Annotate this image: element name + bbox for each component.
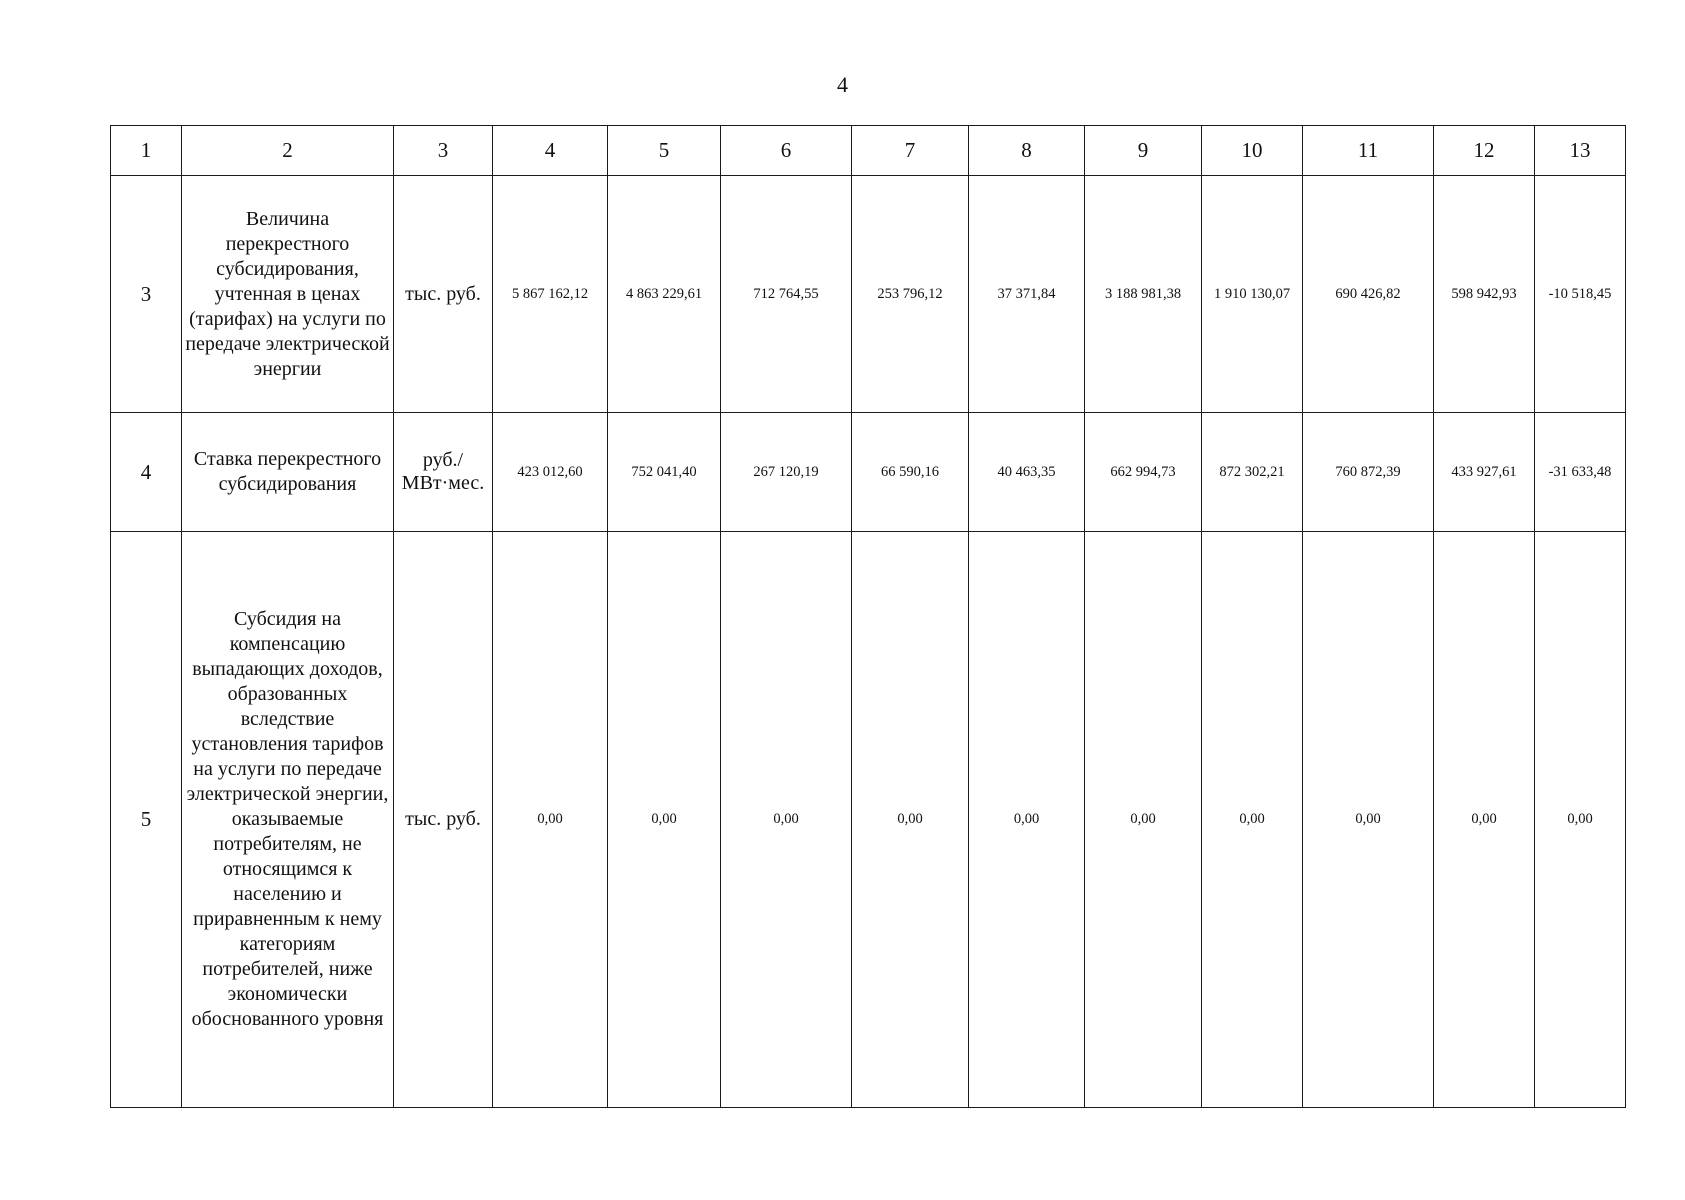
value-cell: 0,00 (1434, 532, 1535, 1108)
column-number-header: 10 (1202, 126, 1303, 176)
value-cell: 0,00 (852, 532, 969, 1108)
table-row (111, 176, 1626, 413)
table-row (111, 413, 1626, 532)
row-number: 5 (111, 532, 182, 1108)
value-cell: 760 872,39 (1303, 413, 1434, 532)
value-cell: 0,00 (721, 532, 852, 1108)
value-cell: 0,00 (493, 532, 608, 1108)
value-cell: 423 012,60 (493, 413, 608, 532)
value-cell: 40 463,35 (969, 413, 1085, 532)
value-cell: 1 910 130,07 (1202, 176, 1303, 413)
value-cell: 5 867 162,12 (493, 176, 608, 413)
page-number: 4 (837, 72, 848, 97)
value-cell: 4 863 229,61 (608, 176, 721, 413)
row-label: Ставка перекрестного субсидирования (182, 413, 394, 532)
column-number-header: 3 (394, 126, 493, 176)
value-cell: 3 188 981,38 (1085, 176, 1202, 413)
value-cell: 0,00 (1085, 532, 1202, 1108)
value-cell: 690 426,82 (1303, 176, 1434, 413)
unit-cell: тыс. руб. (394, 532, 493, 1108)
value-cell: 712 764,55 (721, 176, 852, 413)
unit-cell: тыс. руб. (394, 176, 493, 413)
value-cell: 0,00 (1303, 532, 1434, 1108)
column-number-header: 8 (969, 126, 1085, 176)
value-cell: 752 041,40 (608, 413, 721, 532)
data-table (110, 125, 1626, 1108)
value-cell: -10 518,45 (1535, 176, 1626, 413)
column-number-header: 6 (721, 126, 852, 176)
value-cell: 0,00 (1535, 532, 1626, 1108)
value-cell: 598 942,93 (1434, 176, 1535, 413)
row-label: Субсидия на компенсацию выпадающих доходов, образованных вследствие установления тарифов на услуги по передаче электрической энергии, оказываемые потребителям, не относящимся к населению и приравненным к нему категориям потребителей, ниже экономически обоснованного уровня (182, 532, 394, 1108)
column-number-header: 9 (1085, 126, 1202, 176)
row-number: 4 (111, 413, 182, 532)
column-number-header: 7 (852, 126, 969, 176)
table-header-row (111, 126, 1626, 176)
value-cell: 0,00 (969, 532, 1085, 1108)
value-cell: 253 796,12 (852, 176, 969, 413)
column-number-header: 1 (111, 126, 182, 176)
value-cell: 0,00 (608, 532, 721, 1108)
unit-cell: руб./МВт·мес. (394, 413, 493, 532)
value-cell: -31 633,48 (1535, 413, 1626, 532)
value-cell: 66 590,16 (852, 413, 969, 532)
value-cell: 267 120,19 (721, 413, 852, 532)
row-label: Величина перекрестного субсидирования, учтенная в ценах (тарифах) на услуги по передаче электрической энергии (182, 176, 394, 413)
column-number-header: 11 (1303, 126, 1434, 176)
value-cell: 0,00 (1202, 532, 1303, 1108)
value-cell: 433 927,61 (1434, 413, 1535, 532)
row-number: 3 (111, 176, 182, 413)
value-cell: 662 994,73 (1085, 413, 1202, 532)
value-cell: 872 302,21 (1202, 413, 1303, 532)
column-number-header: 2 (182, 126, 394, 176)
column-number-header: 4 (493, 126, 608, 176)
column-number-header: 5 (608, 126, 721, 176)
column-number-header: 12 (1434, 126, 1535, 176)
table-row (111, 532, 1626, 1108)
value-cell: 37 371,84 (969, 176, 1085, 413)
column-number-header: 13 (1535, 126, 1626, 176)
